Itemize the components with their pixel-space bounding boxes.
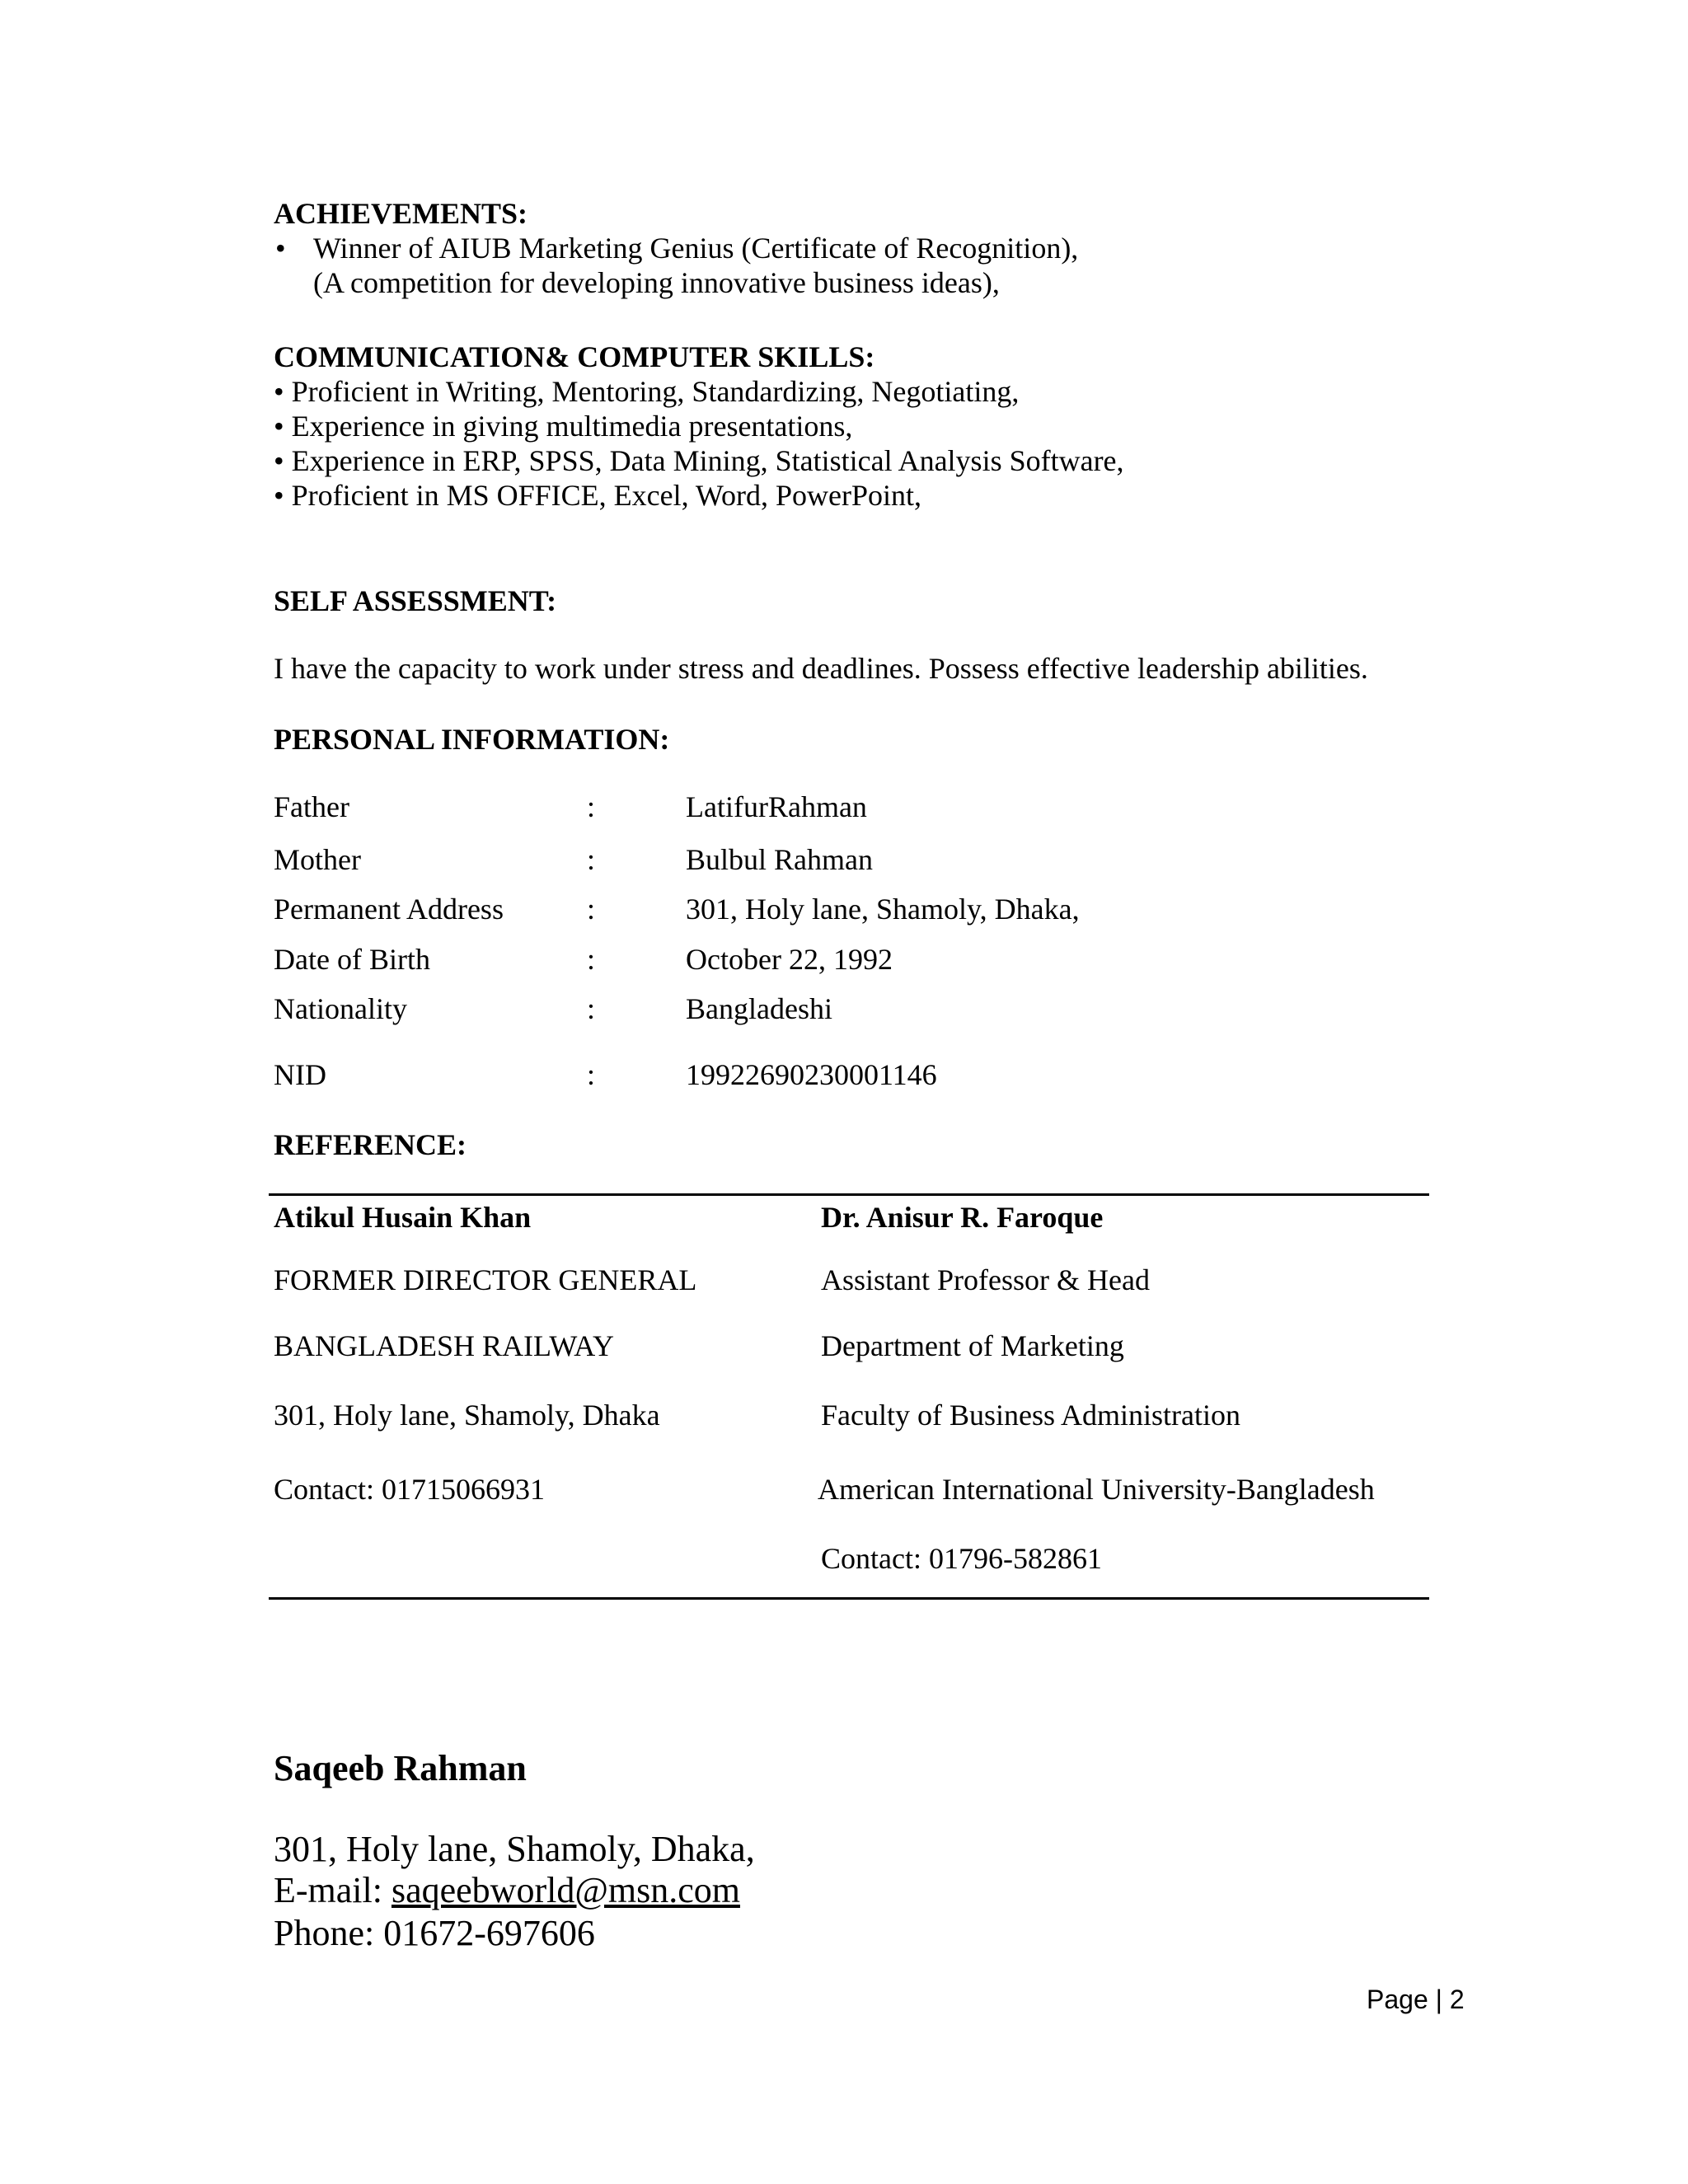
reference-right-line: Faculty of Business Administration: [821, 1399, 1240, 1432]
personal-info-label: Date of Birth: [274, 943, 430, 976]
reference-heading: REFERENCE:: [274, 1128, 467, 1161]
personal-info-label: NID: [274, 1058, 326, 1091]
skills-item: • Proficient in Writing, Mentoring, Standardizing, Negotiating,: [274, 375, 1020, 408]
personal-info-label: Permanent Address: [274, 893, 504, 926]
personal-info-value: 19922690230001146: [686, 1058, 937, 1091]
signature-phone: Phone: 01672-697606: [274, 1913, 595, 1953]
signature-name: Saqeeb Rahman: [274, 1748, 527, 1788]
achievement-line-2: (A competition for developing innovative business ideas),: [313, 266, 1000, 299]
reference-top-rule: [269, 1193, 1429, 1196]
reference-bottom-rule: [269, 1597, 1429, 1600]
signature-address: 301, Holy lane, Shamoly, Dhaka,: [274, 1829, 755, 1869]
personal-info-separator: :: [587, 893, 596, 926]
reference-left-contact: Contact: 01715066931: [274, 1473, 545, 1506]
skills-heading: COMMUNICATION& COMPUTER SKILLS:: [274, 340, 875, 373]
personal-info-separator: :: [587, 943, 596, 976]
personal-info-separator: :: [587, 790, 596, 823]
reference-left-line: 301, Holy lane, Shamoly, Dhaka: [274, 1399, 660, 1432]
personal-info-separator: :: [587, 992, 596, 1025]
personal-info-label: Nationality: [274, 992, 407, 1025]
reference-right-line: Department of Marketing: [821, 1329, 1124, 1362]
reference-left-line: BANGLADESH RAILWAY: [274, 1329, 614, 1362]
signature-email-link[interactable]: saqeebworld@msn.com: [391, 1870, 740, 1910]
personal-info-value: 301, Holy lane, Shamoly, Dhaka,: [686, 893, 1080, 926]
page-number-label: Page | 2: [1367, 1985, 1465, 2014]
self-assessment-heading: SELF ASSESSMENT:: [274, 584, 557, 617]
personal-info-value: October 22, 1992: [686, 943, 893, 976]
personal-info-separator: :: [587, 1058, 596, 1091]
signature-email-row: [274, 1869, 740, 1911]
achievement-bullet: •: [275, 232, 286, 265]
personal-info-separator: :: [587, 843, 596, 876]
skills-item: • Experience in ERP, SPSS, Data Mining, Statistical Analysis Software,: [274, 444, 1124, 477]
reference-right-line: Assistant Professor & Head: [821, 1263, 1150, 1296]
achievement-line-1: Winner of AIUB Marketing Genius (Certificate of Recognition),: [313, 232, 1079, 265]
personal-info-label: Mother: [274, 843, 361, 876]
personal-info-value: Bulbul Rahman: [686, 843, 873, 876]
reference-left-line: FORMER DIRECTOR GENERAL: [274, 1263, 697, 1296]
personal-info-label: Father: [274, 790, 349, 823]
personal-info-heading: PERSONAL INFORMATION:: [274, 723, 670, 756]
reference-right-name: Dr. Anisur R. Faroque: [821, 1201, 1104, 1234]
skills-item: • Proficient in MS OFFICE, Excel, Word, PowerPoint,: [274, 479, 922, 512]
signature-email-label: E-mail:: [274, 1870, 392, 1910]
reference-right-contact: Contact: 01796-582861: [821, 1542, 1102, 1575]
reference-left-name: Atikul Husain Khan: [274, 1201, 532, 1234]
personal-info-value: LatifurRahman: [686, 790, 867, 823]
achievements-heading: ACHIEVEMENTS:: [274, 197, 528, 230]
skills-item: • Experience in giving multimedia presentations,: [274, 410, 853, 443]
reference-right-line: American International University-Bangladesh: [818, 1473, 1375, 1506]
self-assessment-text: I have the capacity to work under stress and deadlines. Possess effective leadership abilities.: [274, 652, 1368, 685]
personal-info-value: Bangladeshi: [686, 992, 832, 1025]
